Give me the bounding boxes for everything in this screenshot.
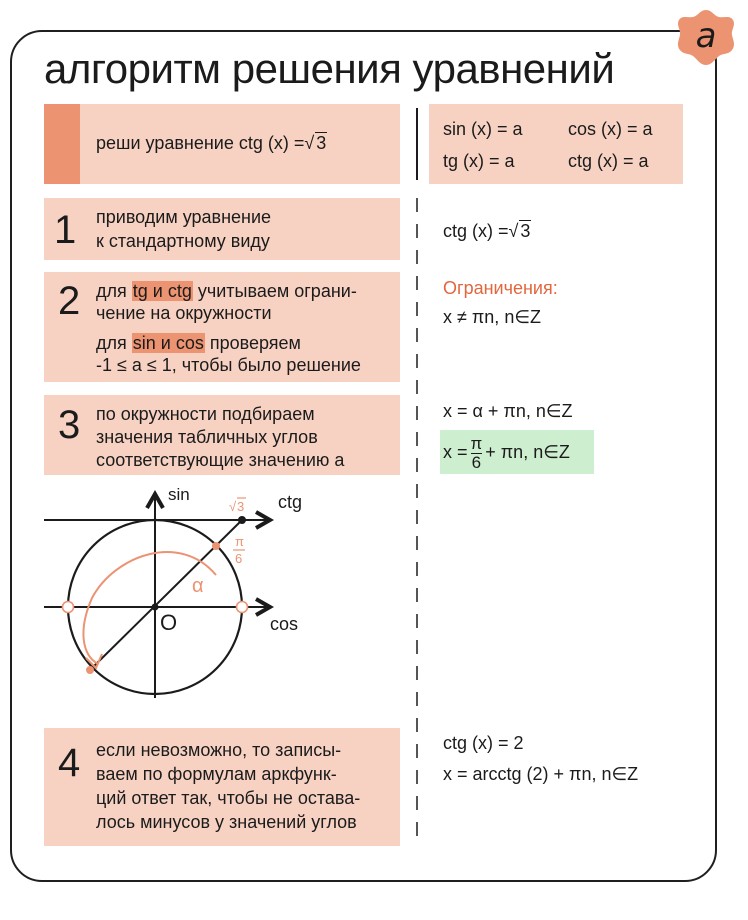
example-equation: ctg (x) = 2 xyxy=(443,733,524,753)
form-ctg: ctg (x) = a xyxy=(568,151,649,171)
step-4-line-1: если невозможно, то записы- xyxy=(96,740,342,760)
task-text: реши уравнение ctg (x) =√ 3 xyxy=(96,133,327,153)
angle-arc xyxy=(83,552,216,664)
point-opposite xyxy=(86,666,94,674)
page-title: алгоритм решения уравнений xyxy=(44,45,615,92)
highlight-tg-ctg: tg и ctg xyxy=(132,281,192,301)
fraction-pi-6: $\frac{\pi}{6}$ xyxy=(470,433,483,472)
form-sin: sin (x) = a xyxy=(443,119,523,139)
point-ctg-root xyxy=(238,516,246,524)
restriction-value: x ≠ πn, n∈Z xyxy=(443,307,541,327)
highlight-sin-cos: sin и cos xyxy=(132,333,204,353)
general-solution: x = α + πn, n∈Z xyxy=(443,401,573,421)
step-1-number: 1 xyxy=(54,208,77,252)
point-excluded-left xyxy=(63,602,74,613)
step-3-line-2: значения табличных углов xyxy=(96,427,318,447)
step-4-line-3: ций ответ так, чтобы не остава- xyxy=(96,788,361,808)
step-3-line-1: по окружности подбираем xyxy=(96,404,315,424)
step-2-number: 2 xyxy=(58,279,81,323)
axis-ctg-label: ctg xyxy=(278,492,303,512)
point-pi-over-6 xyxy=(212,542,220,550)
angle-fraction-den: 6 xyxy=(235,551,243,566)
restriction-title: Ограничения: xyxy=(443,278,558,298)
axis-cos-label: cos xyxy=(270,614,299,634)
origin-point xyxy=(152,604,159,611)
form-tg: tg (x) = a xyxy=(443,151,515,171)
step-2-line-4: -1 ≤ a ≤ 1, чтобы было решение xyxy=(96,355,361,375)
step-3-line-3: соответствующие значению а xyxy=(96,450,345,470)
step-4-number: 4 xyxy=(58,741,81,785)
alpha-label: α xyxy=(192,575,204,597)
origin-label: O xyxy=(160,610,178,635)
standard-form-equation: ctg (x) =√ 3 xyxy=(443,221,531,241)
solution-formula: x = $\frac{\pi}{6}$ + πn, n∈Z xyxy=(443,433,570,472)
example-solution: x = arcctg (2) + πn, n∈Z xyxy=(443,764,639,784)
root-sign: √ xyxy=(229,499,237,514)
task-accent-stripe xyxy=(44,104,80,184)
step-1-line-2: к стандартному виду xyxy=(96,231,270,251)
badge-letter: a xyxy=(695,16,717,56)
header-divider xyxy=(416,108,418,180)
step-3-number: 3 xyxy=(58,403,81,447)
angle-fraction-num: π xyxy=(235,534,244,549)
step-2-line-3: для sin и cos проверяем xyxy=(96,333,301,353)
forms-box xyxy=(429,104,683,184)
form-cos: cos (x) = a xyxy=(568,119,653,139)
step-1-line-1: приводим уравнение xyxy=(96,207,272,227)
step-2-line-2: чение на окружности xyxy=(96,303,272,323)
root-value-label: 3 xyxy=(237,499,245,514)
axis-sin-label: sin xyxy=(168,485,190,504)
step-2-line-1: для tg и ctg учитываем ограни- xyxy=(96,281,357,301)
angle-ray xyxy=(90,520,242,670)
point-excluded-right xyxy=(237,602,248,613)
step-4-line-4: лось минусов у значений углов xyxy=(96,812,357,832)
column-divider-dashed xyxy=(416,198,418,848)
step-4-line-2: ваем по формулам аркфунк- xyxy=(96,764,337,784)
unit-circle-diagram xyxy=(30,480,320,700)
